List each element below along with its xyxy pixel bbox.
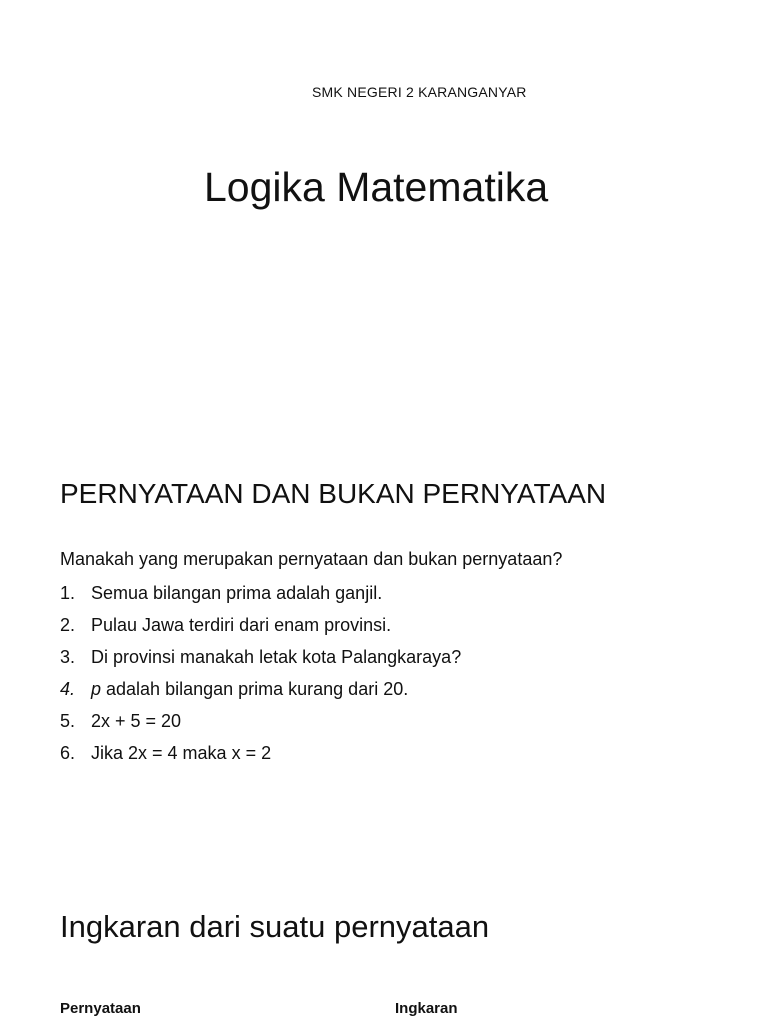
item-text: Pulau Jawa terdiri dari enam provinsi.	[91, 615, 392, 635]
list-item	[60, 742, 461, 774]
item-text-rest: adalah bilangan prima kurang dari 20.	[101, 679, 409, 699]
section-heading-statements: PERNYATAAN DAN BUKAN PERNYATAAN	[60, 478, 607, 509]
school-name: SMK NEGERI 2 KARANGANYAR	[312, 84, 527, 100]
list-item	[60, 710, 461, 742]
statement-list	[60, 582, 461, 774]
item-number: 1.	[60, 583, 76, 603]
question-text: Manakah yang merupakan pernyataan dan bukan pernyataan?	[60, 549, 563, 569]
column-header-negation: Ingkaran	[395, 1000, 458, 1017]
item-variable: p	[91, 679, 102, 699]
list-item	[60, 678, 461, 710]
section-heading-negation: Ingkaran dari suatu pernyataan	[60, 909, 490, 944]
item-text: 2x + 5 = 20	[91, 711, 182, 731]
item-text: Jika 2x = 4 maka x = 2	[91, 743, 272, 763]
item-text: Di provinsi manakah letak kota Palangkaraya?	[91, 647, 462, 667]
item-text	[91, 678, 408, 710]
item-number: 6.	[60, 743, 76, 763]
item-number: 4.	[60, 679, 76, 699]
list-item	[60, 614, 461, 646]
column-header-statement: Pernyataan	[60, 1000, 141, 1017]
item-number: 5.	[60, 711, 76, 731]
document-title: Logika Matematika	[204, 164, 549, 210]
item-number: 2.	[60, 615, 76, 635]
item-text: Semua bilangan prima adalah ganjil.	[91, 583, 383, 603]
item-number: 3.	[60, 647, 76, 667]
list-item	[60, 582, 461, 614]
list-item	[60, 646, 461, 678]
